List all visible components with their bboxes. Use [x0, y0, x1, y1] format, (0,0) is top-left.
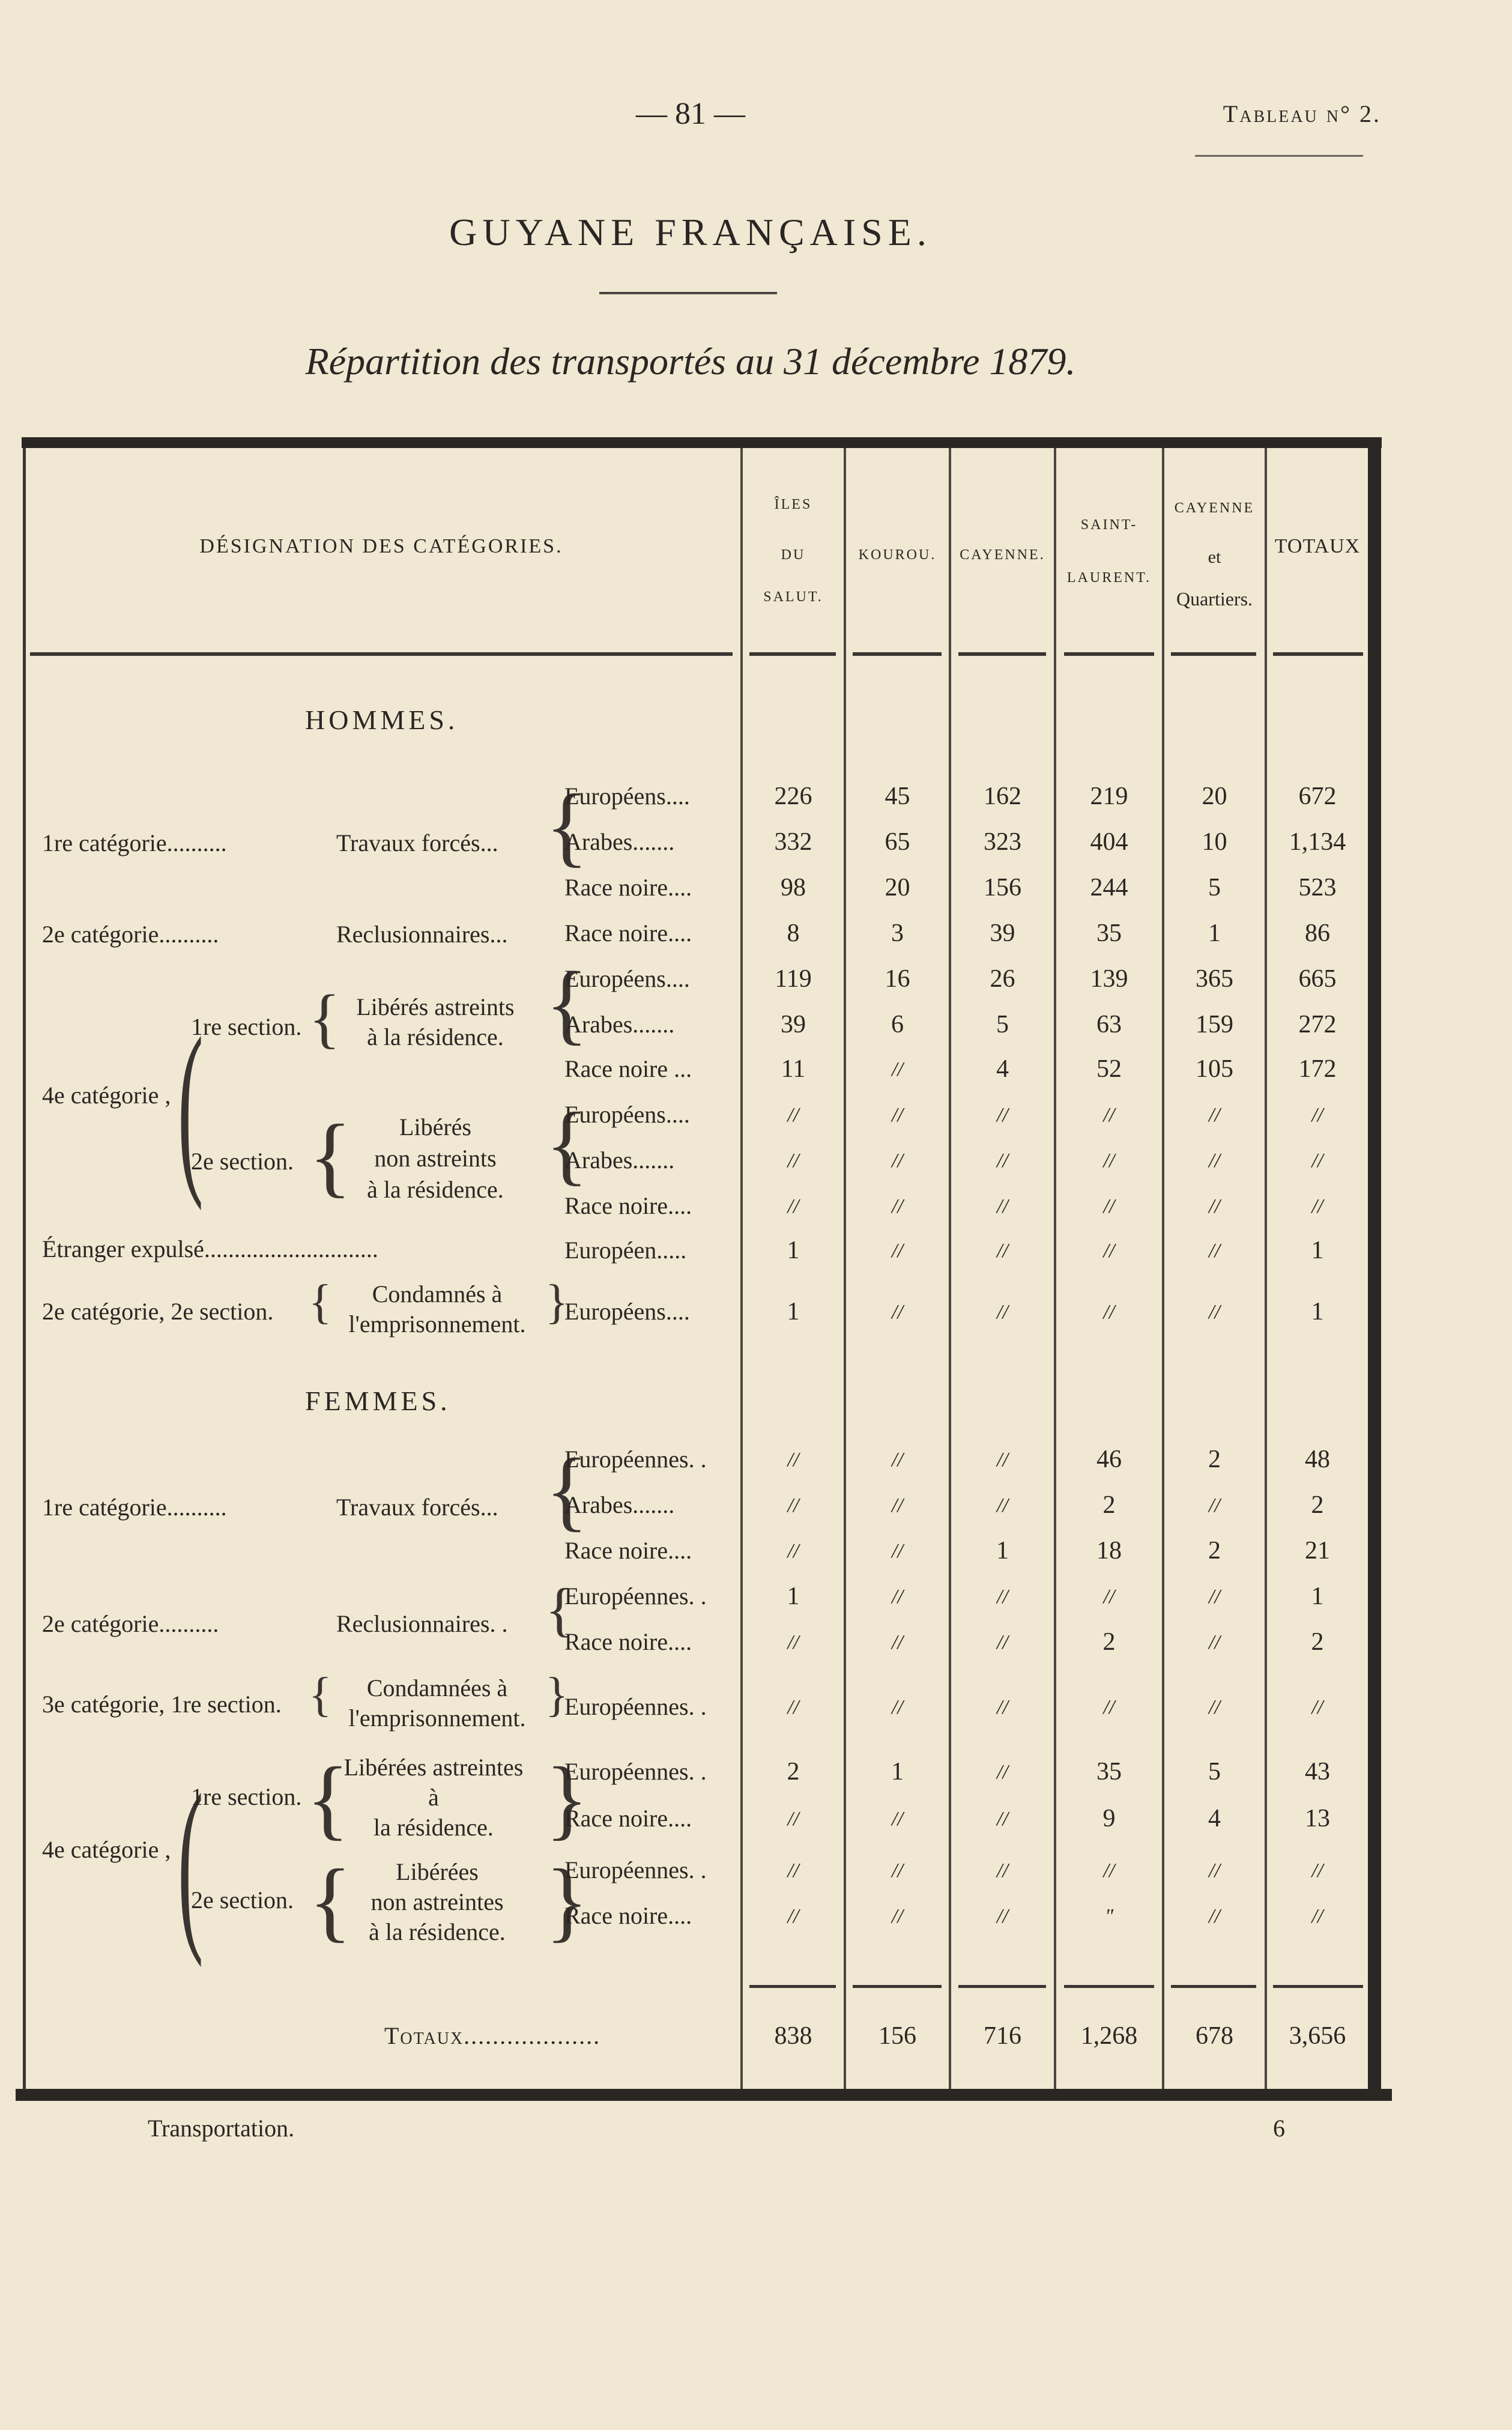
cell-cayenne-quartiers: //: [1209, 1195, 1220, 1217]
label-f-lib-astr-2: à: [428, 1784, 439, 1811]
brace: {: [545, 1094, 588, 1194]
header-cq-1: CAYENNE: [1174, 500, 1255, 516]
brace: }: [545, 1851, 588, 1951]
cell-cayenne-quartiers: 365: [1196, 965, 1233, 993]
column-divider: [1162, 448, 1164, 2089]
cell-cayenne: //: [997, 1586, 1008, 1608]
cell-totaux: 672: [1298, 783, 1337, 810]
cell-kourou: //: [892, 1905, 903, 1927]
row-race-label: Européennes. .: [564, 1758, 707, 1785]
cell-cayenne: //: [997, 1240, 1008, 1262]
totals-rule: [853, 1985, 942, 1988]
cell-totaux: //: [1311, 1104, 1323, 1126]
cell-kourou: //: [892, 1859, 903, 1882]
cell-cayenne-quartiers: 159: [1196, 1011, 1233, 1038]
brace: (: [178, 999, 204, 1211]
brace: {: [309, 981, 340, 1055]
cell-cayenne: //: [997, 1301, 1008, 1323]
cell-cayenne-quartiers: 20: [1202, 783, 1227, 810]
cell-totaux: 1: [1311, 1237, 1324, 1264]
cell-cayenne: 162: [984, 783, 1021, 810]
cell-kourou: //: [892, 1240, 903, 1262]
cell-saint-laurent: 2: [1102, 1628, 1116, 1656]
label-h-etranger: Étranger expulsé.............................: [42, 1235, 378, 1262]
cell-saint-laurent: 404: [1090, 828, 1128, 856]
cell-kourou: 20: [885, 874, 910, 901]
cell-kourou: //: [892, 1631, 903, 1653]
header-iles-3: SALUT.: [763, 589, 823, 605]
brace: {: [545, 776, 588, 876]
page-subtitle: Répartition des transportés au 31 décembre 1879.: [305, 340, 1076, 383]
cell-cayenne: //: [997, 1449, 1008, 1471]
header-kourou: KOUROU.: [858, 547, 937, 563]
cell-saint-laurent: ": [1104, 1905, 1114, 1927]
cell-cayenne: 26: [990, 965, 1015, 993]
row-race-label: Arabes.......: [564, 1011, 675, 1038]
row-race-label: Race noire....: [564, 920, 692, 947]
column-divider: [740, 448, 743, 2089]
label-h-lib-non-2: non astreints: [374, 1145, 497, 1172]
cell-kourou: //: [892, 1696, 903, 1718]
cell-kourou: //: [892, 1494, 903, 1516]
cell-cayenne-quartiers: 105: [1196, 1055, 1233, 1083]
cell-totaux: 1: [1311, 1298, 1324, 1326]
label-f-lib-non-1: Libérées: [396, 1858, 479, 1885]
cell-iles-du-salut: 1: [787, 1298, 800, 1326]
brace: }: [545, 1749, 588, 1849]
cell-saint-laurent: //: [1103, 1301, 1115, 1323]
row-race-label: Européennes. .: [564, 1446, 707, 1473]
label-f-cond-2: l'emprisonnement.: [348, 1704, 526, 1732]
cell-kourou: //: [892, 1586, 903, 1608]
label-f-sec1: 1re section.: [191, 1783, 302, 1810]
cell-cayenne-quartiers: //: [1209, 1240, 1220, 1262]
column-divider: [1054, 448, 1056, 2089]
cell-saint-laurent: //: [1103, 1696, 1115, 1718]
total-iles: 838: [774, 2022, 812, 2050]
cell-cayenne-quartiers: 5: [1208, 1758, 1221, 1786]
brace: {: [309, 1851, 352, 1951]
header-rule: [1064, 652, 1154, 656]
cell-cayenne: //: [997, 1859, 1008, 1882]
cell-iles-du-salut: 332: [774, 828, 812, 856]
row-race-label: Européennes. .: [564, 1583, 707, 1610]
cell-kourou: //: [892, 1058, 903, 1080]
cell-totaux: //: [1311, 1859, 1323, 1882]
cell-iles-du-salut: //: [787, 1104, 799, 1126]
cell-totaux: 272: [1298, 1011, 1337, 1038]
cell-kourou: //: [892, 1195, 903, 1217]
row-race-label: Européennes. .: [564, 1693, 707, 1720]
row-race-label: Race noire....: [564, 874, 692, 901]
footer-page: 6: [1273, 2115, 1285, 2142]
cell-kourou: //: [892, 1301, 903, 1323]
tableau-rule: [1195, 155, 1363, 157]
cell-cayenne-quartiers: //: [1209, 1586, 1220, 1608]
label-h-lib-non-3: à la résidence.: [367, 1176, 504, 1203]
cell-totaux: 48: [1305, 1446, 1330, 1473]
cell-iles-du-salut: //: [787, 1540, 799, 1562]
cell-cayenne: //: [997, 1761, 1008, 1783]
cell-iles-du-salut: 39: [781, 1011, 806, 1038]
cell-saint-laurent: //: [1103, 1195, 1115, 1217]
cell-cayenne-quartiers: //: [1209, 1631, 1220, 1653]
cell-iles-du-salut: //: [787, 1696, 799, 1718]
cell-iles-du-salut: 8: [787, 920, 800, 947]
cell-totaux: //: [1311, 1195, 1323, 1217]
brace: {: [545, 954, 588, 1053]
label-f-cat3: 3e catégorie, 1re section.: [42, 1691, 282, 1718]
header-rule: [749, 652, 836, 656]
totals-rule: [1273, 1985, 1363, 1988]
row-race-label: Européens....: [564, 1298, 690, 1325]
brace: {: [545, 1576, 574, 1643]
totals-rule: [958, 1985, 1046, 1988]
cell-cayenne: 156: [984, 874, 1021, 901]
cell-cayenne: //: [997, 1631, 1008, 1653]
cell-cayenne: //: [997, 1905, 1008, 1927]
header-totaux: TOTAUX: [1274, 535, 1361, 557]
cell-saint-laurent: 52: [1096, 1055, 1122, 1083]
cell-iles-du-salut: //: [787, 1150, 799, 1172]
cell-iles-du-salut: //: [787, 1808, 799, 1830]
cell-saint-laurent: //: [1103, 1150, 1115, 1172]
cell-kourou: //: [892, 1449, 903, 1471]
cell-iles-du-salut: //: [787, 1859, 799, 1882]
column-divider: [1265, 448, 1267, 2089]
cell-totaux: 1,134: [1289, 828, 1346, 856]
row-race-label: Arabes.......: [564, 1491, 675, 1518]
row-race-label: Européens....: [564, 965, 690, 992]
cell-saint-laurent: 63: [1096, 1011, 1122, 1038]
brace: {: [545, 1440, 588, 1540]
cell-iles-du-salut: //: [787, 1449, 799, 1471]
label-f-travaux: Travaux forcés...: [336, 1494, 498, 1521]
cell-iles-du-salut: 226: [774, 783, 812, 810]
brace: {: [309, 1276, 332, 1329]
label-f-reclus: Reclusionnaires. .: [336, 1610, 508, 1637]
cell-cayenne: //: [997, 1808, 1008, 1830]
column-divider: [949, 448, 951, 2089]
cell-saint-laurent: 219: [1090, 783, 1128, 810]
header-saint-1: SAINT-: [1080, 517, 1138, 533]
row-race-label: Race noire....: [564, 1537, 692, 1564]
cell-kourou: //: [892, 1150, 903, 1172]
cell-iles-du-salut: //: [787, 1905, 799, 1927]
header-cq-2: et: [1208, 547, 1221, 567]
cell-totaux: 172: [1298, 1055, 1337, 1083]
cell-cayenne: //: [997, 1195, 1008, 1217]
footer-label: Transportation.: [148, 2115, 295, 2142]
label-f-lib-astr-1: Libérées astreintes: [343, 1754, 524, 1781]
cell-saint-laurent: 35: [1096, 1758, 1122, 1786]
row-race-label: Arabes.......: [564, 1147, 675, 1174]
cell-totaux: 2: [1311, 1491, 1324, 1519]
totals-rule: [1171, 1985, 1256, 1988]
table-top-border: [22, 437, 1382, 448]
header-rule: [853, 652, 942, 656]
title-rule: [599, 292, 777, 294]
cell-totaux: 21: [1305, 1537, 1330, 1565]
cell-totaux: //: [1311, 1150, 1323, 1172]
total-cayenne: 716: [984, 2022, 1021, 2050]
cell-saint-laurent: 9: [1102, 1805, 1116, 1832]
total-saint-laurent: 1,268: [1080, 2022, 1138, 2050]
header-designation: DÉSIGNATION DES CATÉGORIES.: [199, 535, 563, 557]
cell-iles-du-salut: //: [787, 1195, 799, 1217]
brace: (: [178, 1756, 204, 1968]
page-number: — 81 —: [636, 97, 745, 131]
cell-totaux: 665: [1298, 965, 1337, 993]
header-iles-1: ÎLES: [774, 497, 812, 512]
cell-cayenne: //: [997, 1150, 1008, 1172]
cell-iles-du-salut: 1: [787, 1583, 800, 1610]
cell-kourou: //: [892, 1808, 903, 1830]
row-race-label: Race noire ...: [564, 1055, 692, 1082]
cell-cayenne-quartiers: //: [1209, 1696, 1220, 1718]
cell-saint-laurent: //: [1103, 1859, 1115, 1882]
cell-saint-laurent: 244: [1090, 874, 1128, 901]
cell-totaux: 13: [1305, 1805, 1330, 1832]
cell-kourou: 1: [891, 1758, 904, 1786]
cell-totaux: 523: [1298, 874, 1337, 901]
page-title: GUYANE FRANÇAISE.: [449, 211, 932, 253]
cell-iles-du-salut: 119: [775, 965, 812, 993]
table-right-border: [1368, 448, 1381, 2090]
cell-kourou: //: [892, 1104, 903, 1126]
label-h-lib-astr-1: Libérés astreints: [356, 993, 515, 1020]
cell-iles-du-salut: 98: [781, 874, 806, 901]
cell-totaux: //: [1311, 1905, 1323, 1927]
cell-kourou: 45: [885, 783, 910, 810]
table-bottom-border: [16, 2089, 1392, 2101]
header-saint-2: LAURENT.: [1066, 570, 1152, 586]
label-h-lib-astr-2: à la résidence.: [367, 1023, 504, 1050]
cell-cayenne: 39: [990, 920, 1015, 947]
brace: }: [545, 1276, 569, 1329]
cell-cayenne: 1: [996, 1537, 1009, 1565]
cell-cayenne-quartiers: 2: [1208, 1537, 1221, 1565]
cell-cayenne-quartiers: //: [1209, 1104, 1220, 1126]
cell-kourou: 6: [891, 1011, 904, 1038]
label-h-reclus: Reclusionnaires...: [336, 921, 508, 948]
label-h-travaux: Travaux forcés...: [336, 829, 498, 856]
cell-totaux: 2: [1311, 1628, 1324, 1656]
cell-iles-du-salut: 1: [787, 1237, 800, 1264]
header-rule: [958, 652, 1046, 656]
cell-saint-laurent: //: [1103, 1586, 1115, 1608]
label-f-cat4: 4e catégorie ,: [42, 1836, 171, 1863]
total-cayenne-quartiers: 678: [1196, 2022, 1233, 2050]
tableau-number: Tableau n° 2.: [1223, 100, 1381, 127]
cell-cayenne-quartiers: //: [1209, 1905, 1220, 1927]
table-left-border: [23, 448, 26, 2090]
cell-cayenne: 5: [996, 1011, 1009, 1038]
label-f-cat2: 2e catégorie..........: [42, 1610, 219, 1637]
cell-cayenne-quartiers: //: [1209, 1150, 1220, 1172]
cell-iles-du-salut: //: [787, 1494, 799, 1516]
brace: {: [309, 1106, 352, 1206]
label-h-lib-non-1: Libérés: [399, 1113, 471, 1141]
cell-cayenne: //: [997, 1696, 1008, 1718]
cell-iles-du-salut: //: [787, 1631, 799, 1653]
section-femmes: FEMMES.: [305, 1386, 451, 1416]
cell-totaux: 86: [1305, 920, 1330, 947]
row-race-label: Race noire....: [564, 1805, 692, 1832]
label-f-lib-non-2: non astreintes: [370, 1888, 504, 1915]
cell-cayenne-quartiers: 1: [1208, 920, 1221, 947]
label-f-cat1: 1re catégorie..........: [42, 1494, 227, 1521]
totals-rule: [749, 1985, 836, 1988]
cell-kourou: 65: [885, 828, 910, 856]
brace: }: [545, 1668, 569, 1721]
cell-saint-laurent: 35: [1096, 920, 1122, 947]
column-divider: [844, 448, 846, 2089]
cell-cayenne-quartiers: 4: [1208, 1805, 1221, 1832]
label-h-cond-2: l'emprisonnement.: [348, 1310, 526, 1338]
row-race-label: Race noire....: [564, 1628, 692, 1655]
label-f-cond-1: Condamnées à: [366, 1674, 508, 1701]
cell-cayenne-quartiers: //: [1209, 1494, 1220, 1516]
cell-cayenne: //: [997, 1494, 1008, 1516]
cell-kourou: 3: [891, 920, 904, 947]
cell-saint-laurent: //: [1103, 1104, 1115, 1126]
cell-kourou: 16: [885, 965, 910, 993]
cell-cayenne: 323: [984, 828, 1021, 856]
cell-iles-du-salut: 2: [787, 1758, 800, 1786]
label-h-sec1: 1re section.: [191, 1013, 302, 1040]
brace: {: [309, 1668, 332, 1721]
row-race-label: Européen.....: [564, 1237, 687, 1264]
brace: {: [306, 1749, 349, 1849]
row-race-label: Arabes.......: [564, 828, 675, 855]
cell-cayenne-quartiers: 5: [1208, 874, 1221, 901]
totals-rule: [1064, 1985, 1154, 1988]
header-cq-3: Quartiers.: [1176, 588, 1253, 610]
row-race-label: Européens....: [564, 783, 690, 810]
row-race-label: Race noire....: [564, 1192, 692, 1219]
header-rule: [30, 652, 733, 656]
label-h-cat2s2: 2e catégorie, 2e section.: [42, 1298, 274, 1325]
cell-saint-laurent: 139: [1090, 965, 1128, 993]
header-rule: [1273, 652, 1363, 656]
row-race-label: Européennes. .: [564, 1856, 707, 1883]
label-h-cond-1: Condamnés à: [372, 1280, 503, 1307]
cell-cayenne-quartiers: 2: [1208, 1446, 1221, 1473]
total-totaux: 3,656: [1289, 2022, 1346, 2050]
label-f-lib-non-3: à la résidence.: [369, 1918, 506, 1945]
cell-saint-laurent: 46: [1096, 1446, 1122, 1473]
label-h-sec2: 2e section.: [191, 1148, 294, 1175]
cell-cayenne: //: [997, 1104, 1008, 1126]
total-kourou: 156: [878, 2022, 916, 2050]
cell-cayenne-quartiers: //: [1209, 1301, 1220, 1323]
row-race-label: Race noire....: [564, 1902, 692, 1929]
label-h-cat2: 2e catégorie..........: [42, 921, 219, 948]
cell-totaux: 43: [1305, 1758, 1330, 1786]
cell-kourou: //: [892, 1540, 903, 1562]
cell-iles-du-salut: 11: [781, 1055, 806, 1083]
cell-saint-laurent: 2: [1102, 1491, 1116, 1519]
label-f-sec2: 2e section.: [191, 1886, 294, 1913]
cell-saint-laurent: //: [1103, 1240, 1115, 1262]
cell-saint-laurent: 18: [1096, 1537, 1122, 1565]
cell-totaux: //: [1311, 1696, 1323, 1718]
row-race-label: Européens....: [564, 1101, 690, 1128]
header-rule: [1171, 652, 1256, 656]
cell-cayenne-quartiers: 10: [1202, 828, 1227, 856]
section-hommes: HOMMES.: [305, 704, 459, 735]
cell-cayenne-quartiers: //: [1209, 1859, 1220, 1882]
cell-cayenne: 4: [996, 1055, 1009, 1083]
label-totaux: Totaux...................: [384, 2022, 601, 2049]
label-h-cat4: 4e catégorie ,: [42, 1082, 171, 1109]
header-iles-2: DU: [781, 547, 806, 563]
header-cayenne: CAYENNE.: [960, 547, 1045, 563]
label-h-cat1: 1re catégorie..........: [42, 829, 227, 856]
label-f-lib-astr-3: la résidence.: [373, 1814, 494, 1841]
cell-totaux: 1: [1311, 1583, 1324, 1610]
